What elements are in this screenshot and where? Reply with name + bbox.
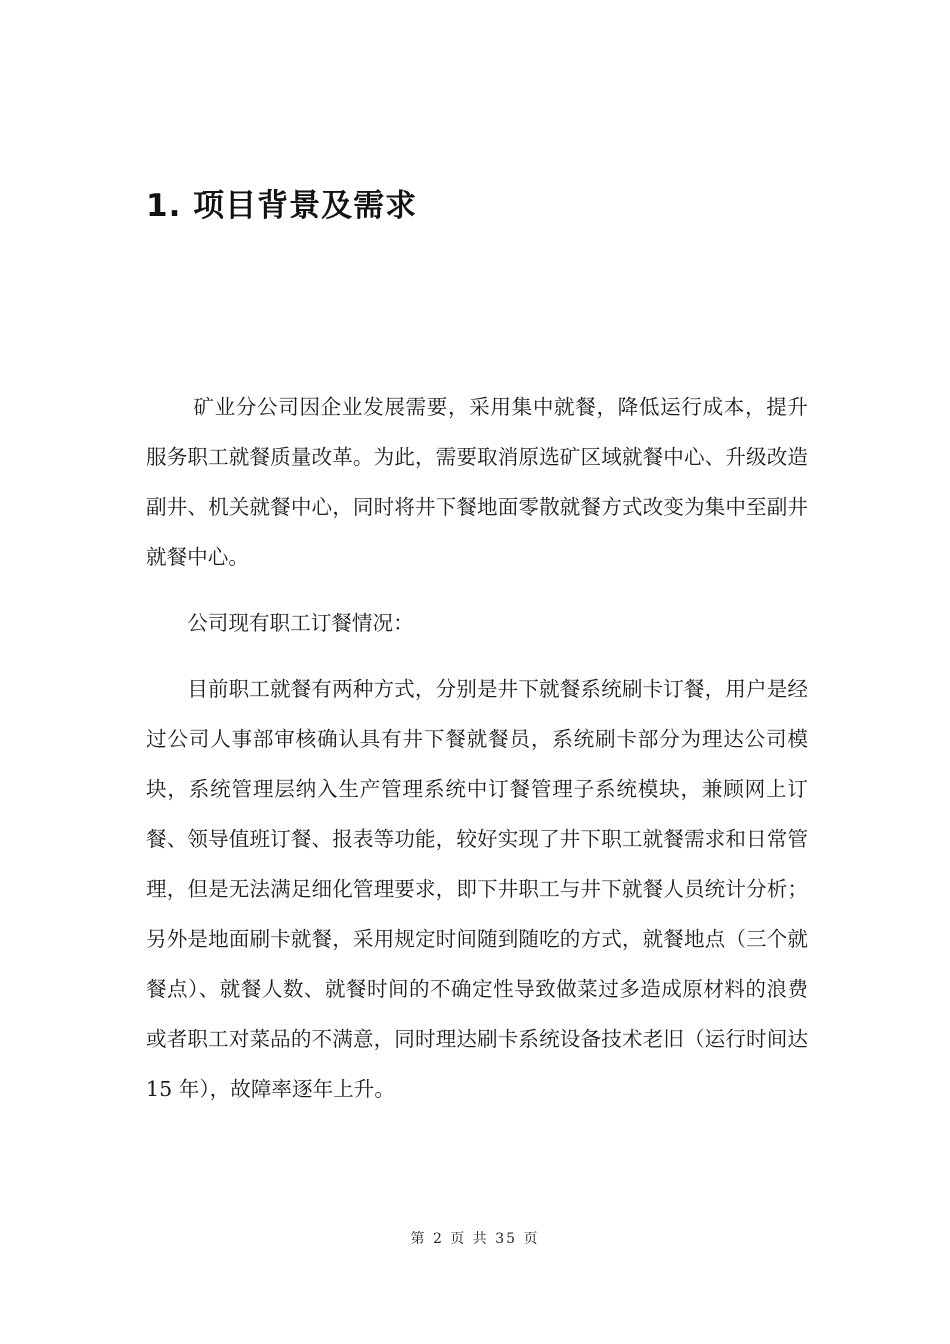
paragraph-background: 矿业分公司因企业发展需要，采用集中就餐，降低运行成本，提升服务职工就餐质量改革。为此，需要取消原选矿区域就餐中心、升级改造副井、机关就餐中心，同时将井下餐地面零散就餐方式改变为集中至副井就餐中心。 <box>146 395 808 569</box>
paragraph-ordering-intro: 公司现有职工订餐情况： <box>187 611 414 635</box>
paragraph-ordering-detail: 目前职工就餐有两种方式，分别是井下就餐系统刷卡订餐，用户是经过公司人事部审核确认具有井下餐就餐员，系统刷卡部分为理达公司模块，系统管理层纳入生产管理系统中订餐管理子系统模块，兼顾网上订餐、领导值班订餐、报表等功能，较好实现了井下职工就餐需求和日常管理，但是无法满足细化管理要求，即下井职工与井下就餐人员统计分析；另外是地面刷卡就餐，采用规定时间随到随吃的方式，就餐地点（三个就餐点）、就餐人数、就餐时间的不确定性导致做菜过多造成原材料的浪费或者职工对菜品的不满意，同时理达刷卡系统设备技术老旧（运行时间达 15 年），故障率逐年上升。 <box>146 677 808 1101</box>
section-heading: 1. 项目背景及需求 <box>146 188 418 224</box>
page-number-footer: 第 2 页 共 35 页 <box>410 1231 540 1247</box>
body-text <box>146 382 808 1130</box>
